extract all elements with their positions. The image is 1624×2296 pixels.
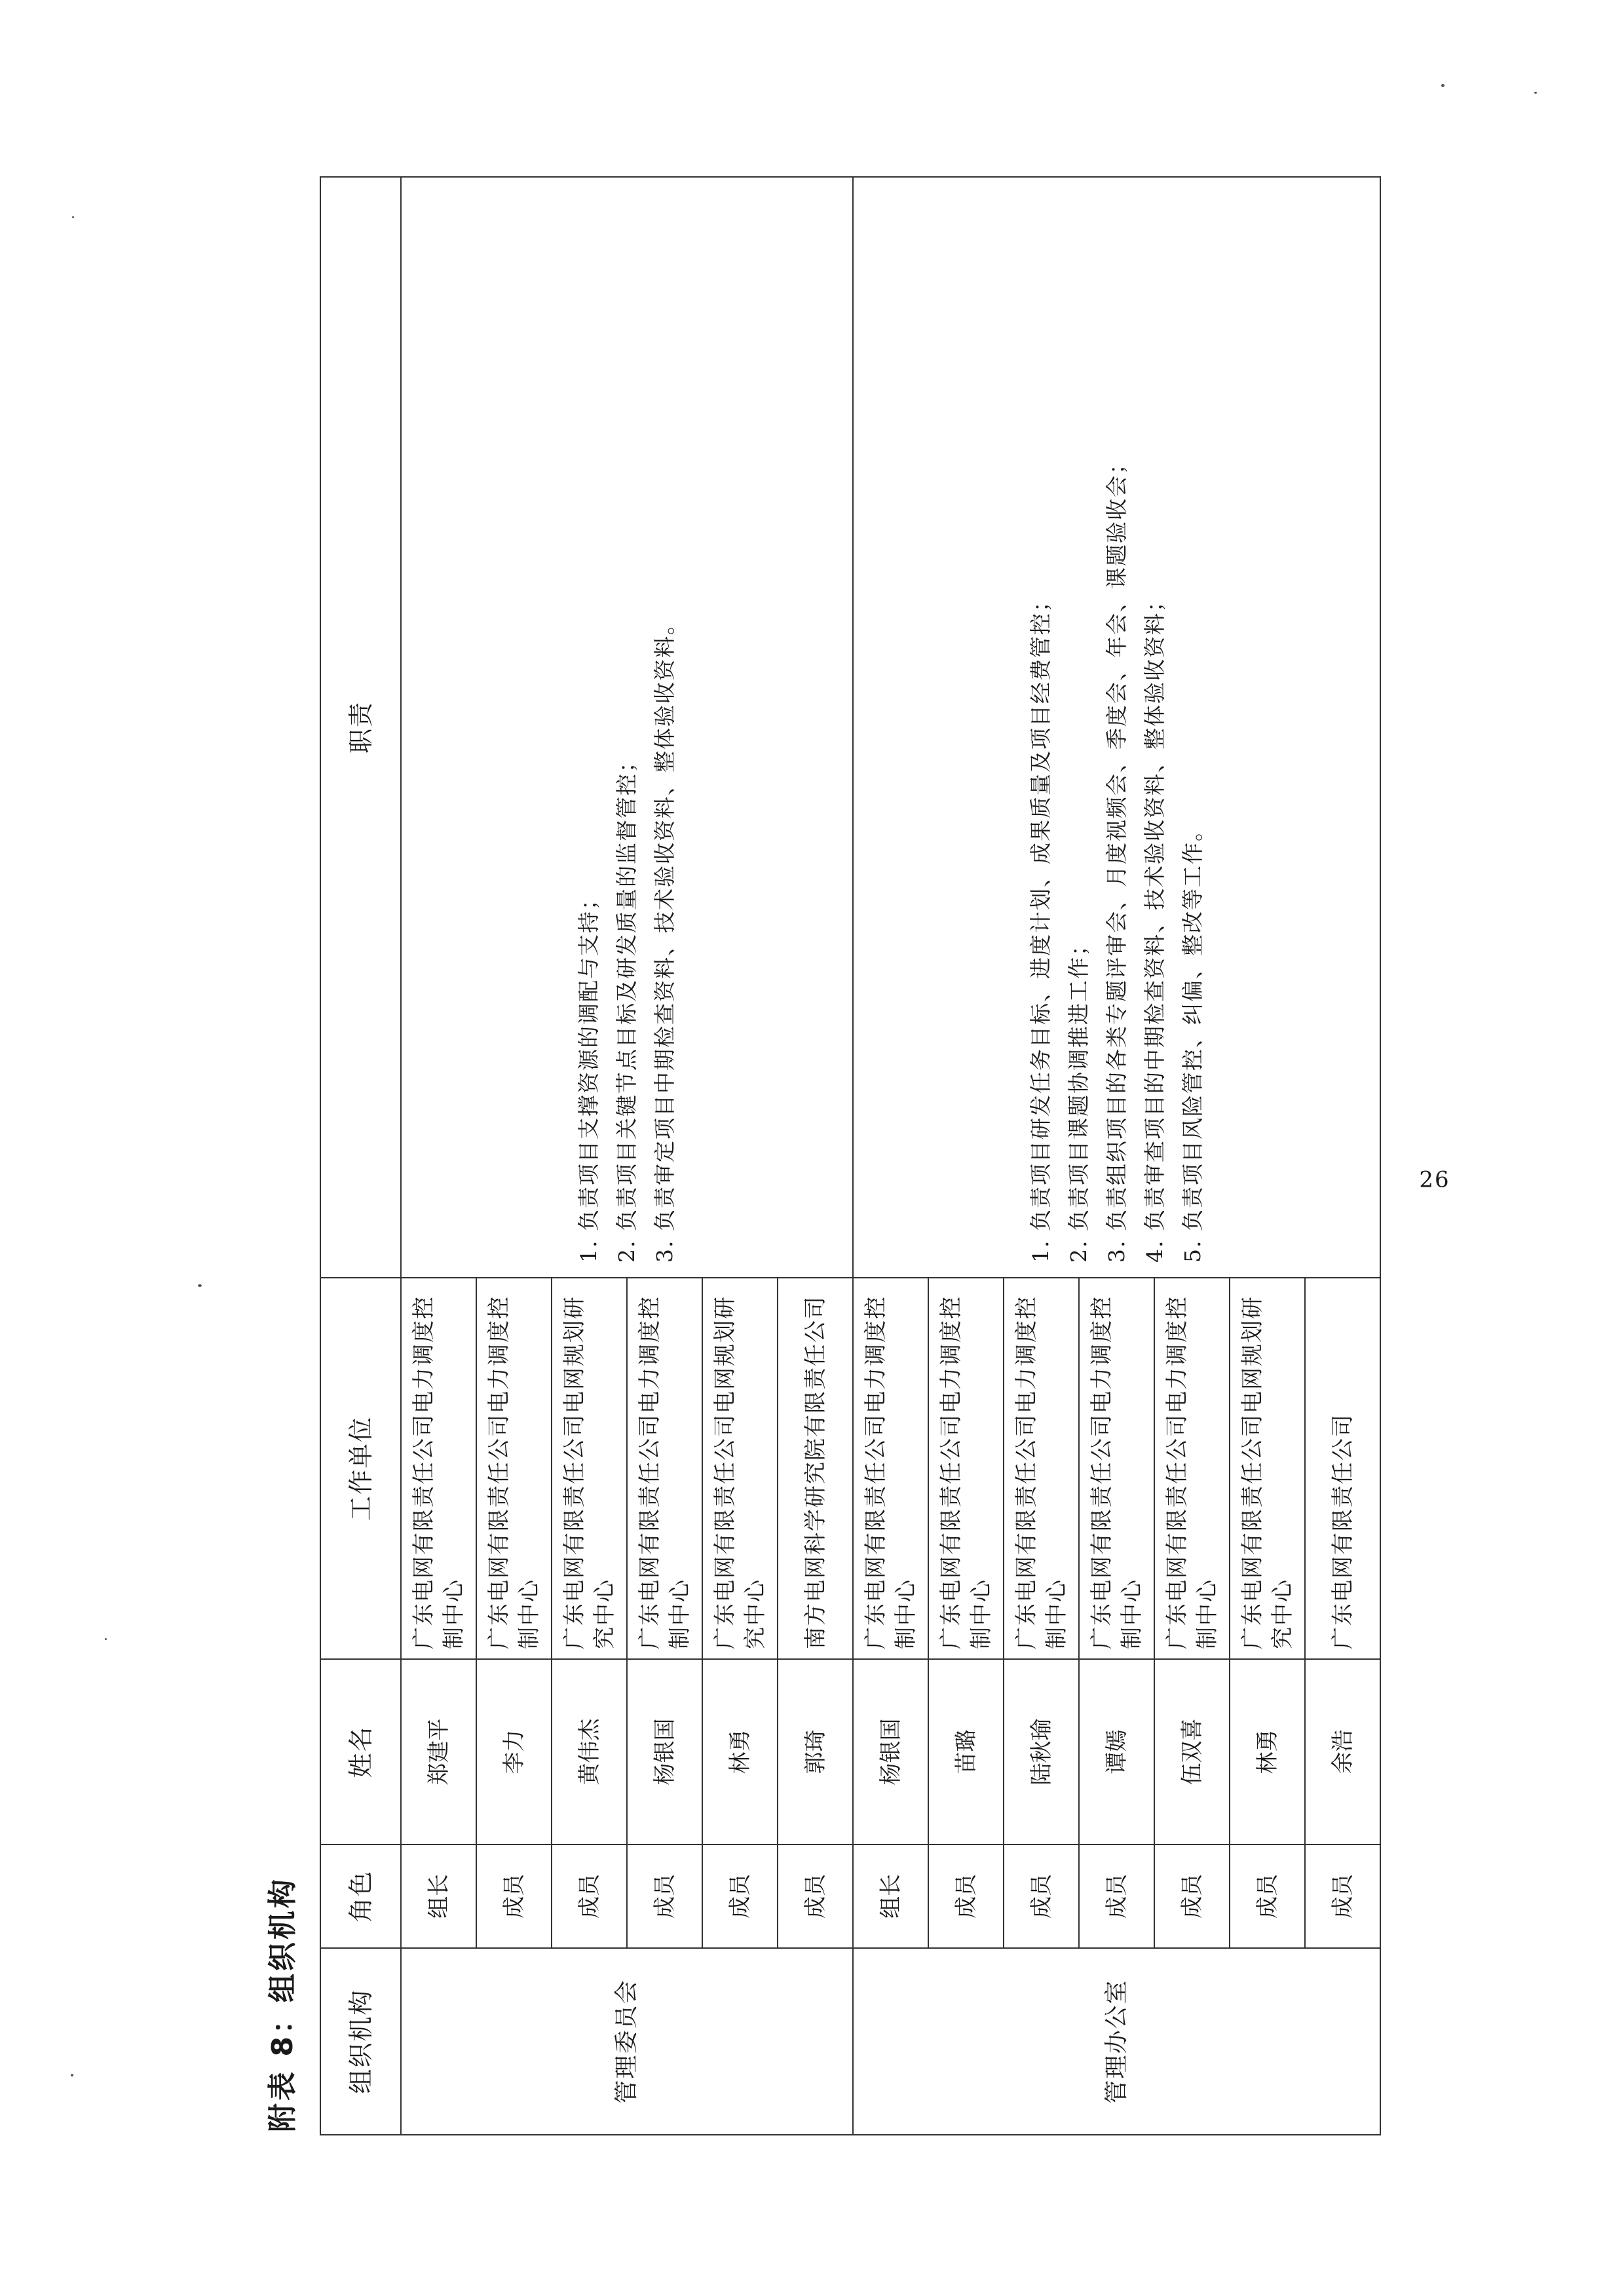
organization-table [320,176,1381,2135]
member-unit: 广东电网有限责任公司电力调度控制中心 [1079,1278,1154,1659]
member-unit: 广东电网有限责任公司电力调度控制中心 [627,1278,702,1659]
member-name: 李力 [476,1659,552,1845]
member-unit: 广东电网有限责任公司电网规划研究中心 [552,1278,627,1659]
header-org: 组织机构 [320,1948,401,2135]
scan-speck [72,216,74,218]
member-role: 组长 [853,1845,928,1948]
org-office: 管理办公室 [853,1948,1380,2135]
member-unit: 广东电网有限责任公司电力调度控制中心 [401,1278,476,1659]
member-name: 杨银国 [853,1659,928,1845]
member-name: 谭嫣 [1079,1659,1154,1845]
member-name: 黄伟杰 [552,1659,627,1845]
table-caption: 附表 8：组织机构 [266,1877,299,2132]
member-role: 成员 [928,1845,1004,1948]
scan-speck [71,2074,73,2076]
header-name: 姓名 [320,1659,401,1845]
member-role: 成员 [1305,1845,1380,1948]
page-number: 26 [1419,1166,1450,1193]
member-name: 陆秋瑜 [1004,1659,1079,1845]
table-header-row [320,177,401,2135]
duty-item: 5. 负责项目风险管控、纠偏、整改等工作。 [1179,818,1205,1263]
member-role: 成员 [1079,1845,1154,1948]
header-unit: 工作单位 [320,1278,401,1659]
scan-speck [105,1638,107,1640]
scan-speck [1441,84,1445,87]
member-unit: 广东电网有限责任公司电网规划研究中心 [702,1278,778,1659]
member-unit: 南方电网科学研究院有限责任公司 [778,1278,853,1659]
member-unit: 广东电网有限责任公司电力调度控制中心 [476,1278,552,1659]
duty-item: 2. 负责项目课题协调推进工作； [1065,933,1091,1263]
member-name: 林勇 [702,1659,778,1845]
org-committee: 管理委员会 [401,1948,853,2135]
member-role: 成员 [1230,1845,1305,1948]
header-role: 角色 [320,1845,401,1948]
duty-item: 1. 负责项目研发任务目标、进度计划、成果质量及项目经费管控； [1027,589,1053,1263]
scan-speck [1534,92,1537,94]
member-role: 成员 [627,1845,702,1948]
member-role: 成员 [702,1845,778,1948]
member-role: 成员 [552,1845,627,1948]
member-role: 组长 [401,1845,476,1948]
scan-speck [198,1284,202,1287]
duty-item: 1. 负责项目支撑资源的调配与支持； [576,887,601,1263]
member-name: 郑建平 [401,1659,476,1845]
member-name: 杨银国 [627,1659,702,1845]
member-role: 成员 [1154,1845,1230,1948]
member-unit: 广东电网有限责任公司电力调度控制中心 [1154,1278,1230,1659]
member-role: 成员 [1004,1845,1079,1948]
member-unit: 广东电网有限责任公司电力调度控制中心 [1004,1278,1079,1659]
table-row [401,177,476,2135]
member-unit: 广东电网有限责任公司电力调度控制中心 [853,1278,928,1659]
member-name: 郭琦 [778,1659,853,1845]
header-duty: 职责 [320,177,401,1278]
duty-item: 2. 负责项目关键节点目标及研发质量的监督管控； [614,750,639,1263]
member-role: 成员 [778,1845,853,1948]
member-name: 余浩 [1305,1659,1380,1845]
table-row [853,177,928,2135]
committee-duties [401,177,853,1278]
member-unit: 广东电网有限责任公司 [1305,1278,1380,1659]
member-name: 伍双喜 [1154,1659,1230,1845]
member-unit: 广东电网有限责任公司电网规划研究中心 [1230,1278,1305,1659]
member-name: 苗璐 [928,1659,1004,1845]
duty-item: 4. 负责审查项目的中期检查资料、技术验收资料、整体验收资料； [1141,589,1167,1263]
duty-item: 3. 负责组织项目的各类专题评审会、月度视频会、季度会、年会、课题验收会； [1103,451,1129,1263]
member-name: 林勇 [1230,1659,1305,1845]
member-role: 成员 [476,1845,552,1948]
duty-item: 3. 负责审定项目中期检查资料、技术验收资料、整体验收资料。 [652,612,677,1263]
office-duties [853,177,1380,1278]
member-unit: 广东电网有限责任公司电力调度控制中心 [928,1278,1004,1659]
